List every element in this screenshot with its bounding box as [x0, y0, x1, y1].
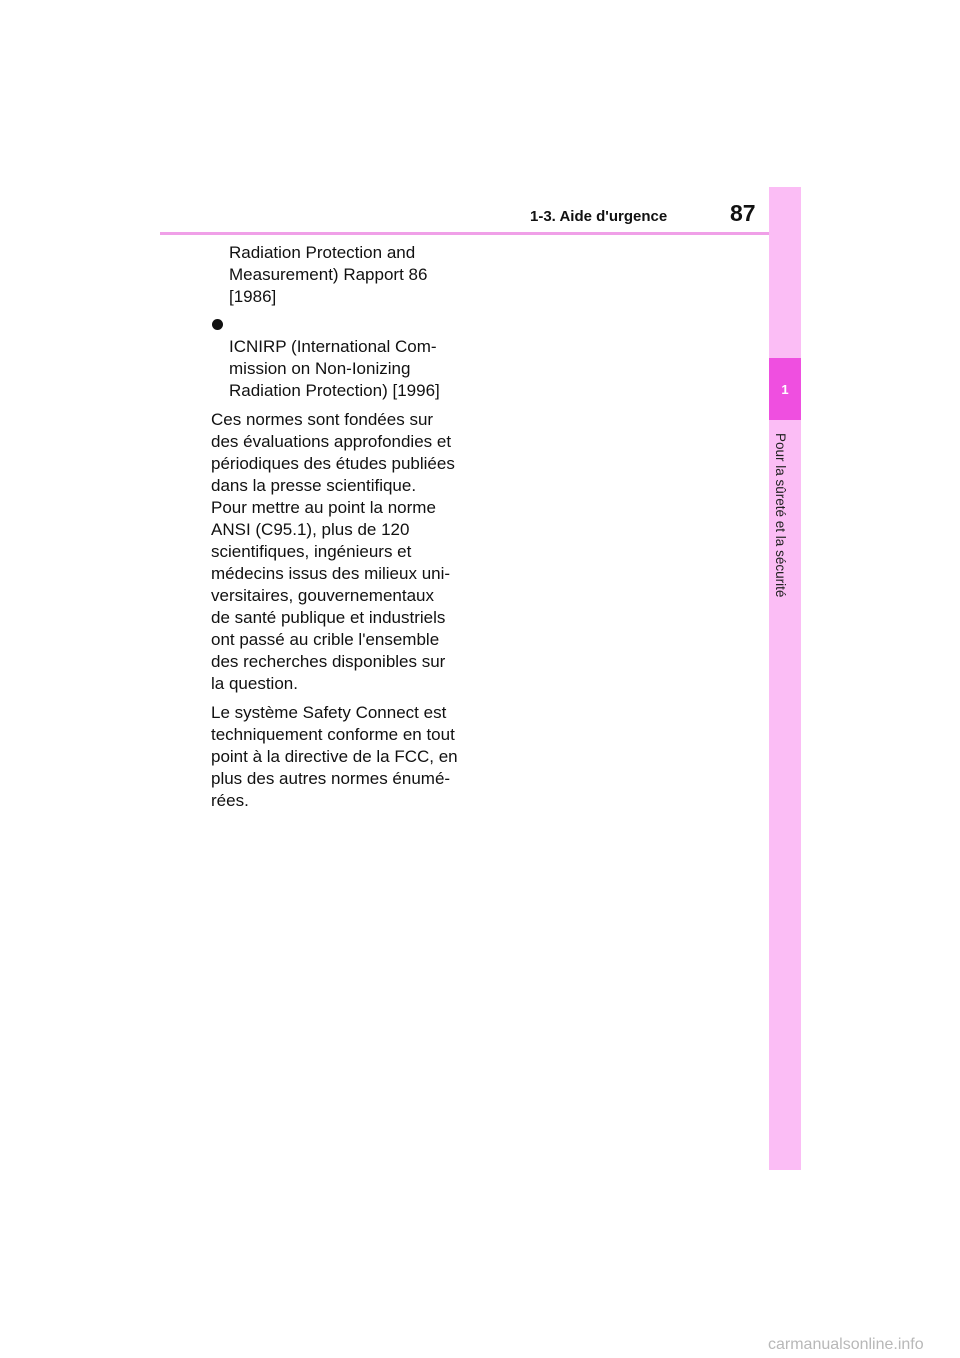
- list-item-text: ICNIRP (International Com- mission on Non-Ionizing Radiation Protection) [1996]: [229, 337, 440, 400]
- page-number: 87: [730, 200, 756, 226]
- chapter-marker: [769, 358, 801, 420]
- bullet-icon: [212, 319, 223, 330]
- header-divider: [160, 232, 770, 235]
- paragraph: Le système Safety Connect est techniquement conforme en tout point à la directive de la FCC, en plus des autres normes énumé- rées.: [211, 703, 458, 810]
- chapter-title: Pour la sûreté et la sécurité: [773, 433, 788, 598]
- watermark: carmanualsonline.info: [768, 1336, 924, 1353]
- chapter-number: 1: [781, 381, 789, 397]
- list-item: [211, 314, 465, 402]
- main-content: [211, 242, 465, 819]
- continued-text: Radiation Protection and Measurement) Rapport 86 [1986]: [229, 243, 428, 306]
- paragraph: Ces normes sont fondées sur des évaluations approfondies et périodiques des études publiées dans la presse scientifique. Pour mettre au point la norme ANSI (C95.1), plus de 120 scientifiques, ingénieurs et médecins issus des milieux uni- versitaires, gouvernementaux de santé publique et industriels ont passé au crible l'ensemble des recherches disponibles sur la question.: [211, 410, 455, 693]
- chapter-side-tab: [769, 187, 801, 1170]
- section-title: 1-3. Aide d'urgence: [530, 208, 668, 225]
